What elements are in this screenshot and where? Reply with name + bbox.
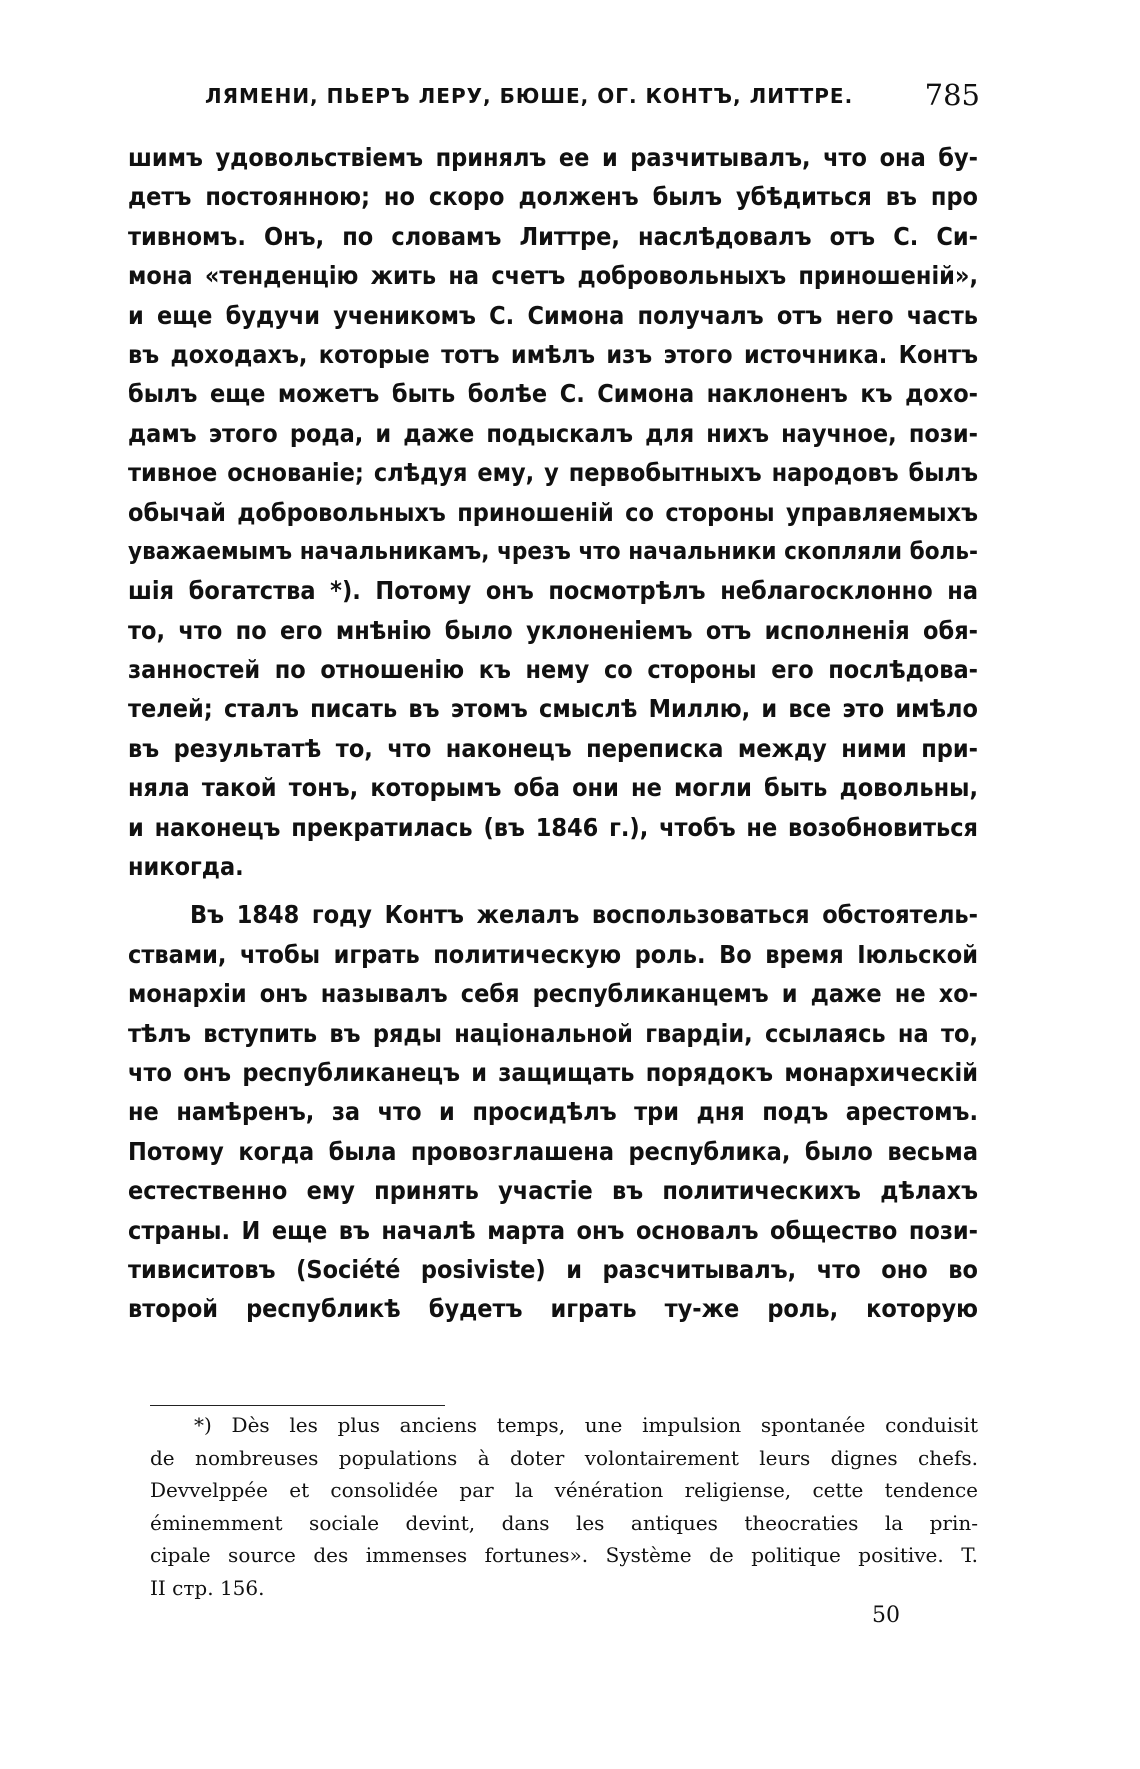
text-line: былъ еще можетъ быть болѣе С. Симона наклоненъ къ дохо- xyxy=(128,379,978,409)
text-line: что онъ республиканецъ и защищать порядокъ монархическій xyxy=(128,1057,978,1087)
page-number: 785 xyxy=(924,78,980,112)
footnote-line: éminemment sociale devint, dans les antiques theocraties la prin- xyxy=(150,1510,978,1535)
text-line: шія богатства *). Потому онъ посмотрѣлъ неблагосклонно на xyxy=(128,576,978,606)
body-text xyxy=(128,138,978,1329)
text-line: телей; сталъ писать въ этомъ смыслѣ Миллю, и все это имѣло xyxy=(128,694,978,724)
running-head xyxy=(150,78,980,118)
text-line: и еще будучи ученикомъ С. Симона получалъ отъ него часть xyxy=(128,300,978,330)
text-line: въ доходахъ, которые тотъ имѣлъ изъ этого источника. Контъ xyxy=(128,339,978,369)
text-line: шимъ удовольствіемъ принялъ ее и разчитывалъ, что она бу- xyxy=(128,143,978,172)
text-line: тивиситовъ (Société posiviste) и разсчитывалъ, что оно во xyxy=(128,1254,978,1284)
paragraph-start-line: Въ 1848 году Контъ желалъ воспользоваться обстоятель- xyxy=(190,900,978,930)
footnote-divider xyxy=(150,1405,445,1406)
text-line: занностей по отношенію къ нему со стороны его послѣдова- xyxy=(128,655,978,685)
text-line: ствами, чтобы играть политическую роль. Во время Іюльской xyxy=(128,939,978,969)
text-line: обычай добровольныхъ приношеній со стороны управляемыхъ xyxy=(128,497,978,527)
text-line: дамъ этого рода, и даже подыскалъ для нихъ научное, пози- xyxy=(128,418,978,448)
text-line: то, что по его мнѣнію было уклоненіемъ отъ исполненія обя- xyxy=(128,615,978,645)
text-line: тивномъ. Онъ, по словамъ Литтре, наслѣдовалъ отъ С. Си- xyxy=(128,221,978,251)
text-line: мона «тенденцію жить на счетъ добровольныхъ приношеній», xyxy=(128,261,978,291)
text-line: тивное основаніе; слѣдуя ему, у первобытныхъ народовъ былъ xyxy=(128,458,978,488)
text-line: въ результатѣ то, что наконецъ переписка между ними при- xyxy=(128,733,978,763)
text-line: Потому когда была провозглашена республика, было весьма xyxy=(128,1136,978,1166)
text-line: не намѣренъ, за что и просидѣлъ три дня подъ арестомъ. xyxy=(128,1097,978,1127)
signature-mark: 50 xyxy=(872,1603,900,1628)
footnote-line: *) Dès les plus anciens temps, une impulsion spontanée conduisit xyxy=(194,1413,978,1437)
text-line: и наконецъ прекратилась (въ 1846 г.), чтобъ не возобновиться xyxy=(128,812,978,842)
text-line: детъ постоянною; но скоро долженъ былъ убѣдиться въ про xyxy=(128,182,978,212)
text-line: страны. И еще въ началѣ марта онъ основалъ общество пози- xyxy=(128,1215,978,1245)
footnote xyxy=(150,1409,978,1605)
text-line: уважаемымъ начальникамъ, чрезъ что начальники скопляли боль- xyxy=(128,536,978,565)
footnote-line: cipale source des immenses fortunes». Système de politique positive. T. xyxy=(150,1543,978,1568)
footnote-line: de nombreuses populations à doter volontairement leurs dignes chefs. xyxy=(150,1445,978,1470)
text-line: второй республикѣ будетъ играть ту-же роль, которую xyxy=(128,1294,978,1324)
text-line: естественно ему принять участіе въ политическихъ дѣлахъ xyxy=(128,1176,978,1206)
footnote-line: Devvelppée et consolidée par la vénération religiense, cette tendence xyxy=(150,1478,978,1503)
text-line: тѣлъ вступить въ ряды національной гвардіи, ссылаясь на то, xyxy=(128,1018,978,1048)
text-line: монархіи онъ называлъ себя республиканцемъ и даже не хо- xyxy=(128,979,978,1009)
paragraph-end-line: никогда. xyxy=(128,852,244,882)
footnote-line: II стр. 156. xyxy=(150,1575,265,1600)
running-title: ЛЯМЕНИ, ПЬЕРЪ ЛЕРУ, БЮШЕ, ОГ. КОНТЪ, ЛИТТРЕ. xyxy=(205,84,854,108)
text-line: няла такой тонъ, которымъ оба они не могли быть довольны, xyxy=(128,773,978,803)
